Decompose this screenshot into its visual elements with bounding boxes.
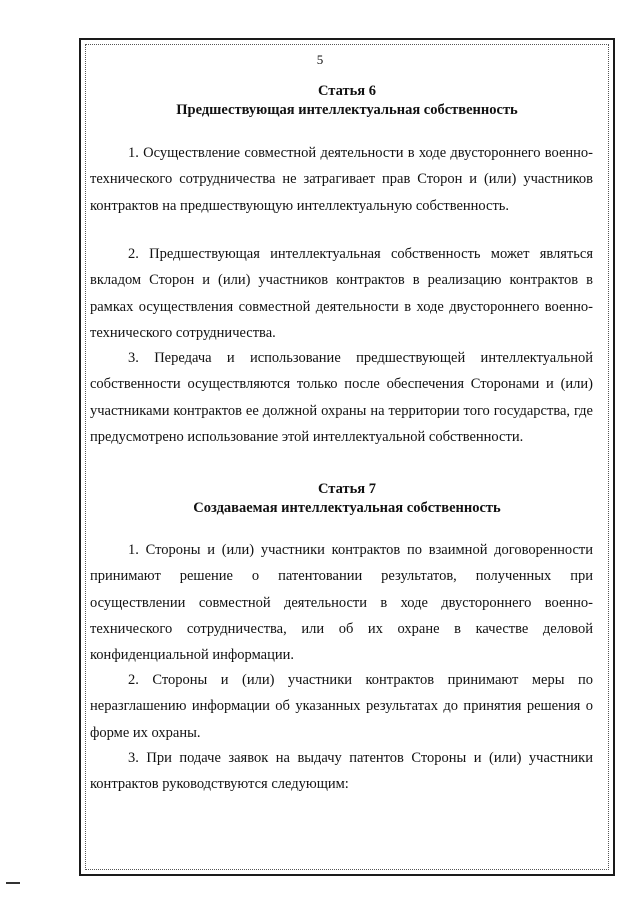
article-7-paragraph-3: 3. При подаче заявок на выдачу патентов Стороны и (или) участники контрактов руководствуются следующим: [90,750,593,793]
article-7-subtitle: Создаваемая интеллектуальная собственность [193,500,501,516]
article-6-paragraph-2: 2. Предшествующая интеллектуальная собственность может являться вкладом Сторон и (или) участников контрактов в реализацию контрактов в рамках осуществления совместной деятельности в ходе двустороннего военно-технического сотрудничества. [90,246,593,341]
article-7-paragraph-1: 1. Стороны и (или) участники контрактов по взаимной договоренности принимают решение о патентовании результатов, полученных при осуществлении совместной деятельности в ходе двустороннего военно-технического сотрудничества, или об их охране в качестве деловой конфиденциальной информации. [90,542,593,664]
article-6-paragraph-1: 1. Осуществление совместной деятельности в ходе двустороннего военно-технического сотрудничества не затрагивает прав Сторон и (или) участников контрактов на предшествующую интеллектуальную собственность. [90,145,593,214]
scan-edge-mark [6,882,20,884]
article-6-paragraph-3: 3. Передача и использование предшествующей интеллектуальной собственности осуществляются только после обеспечения Сторонами и (или) участниками контрактов ее должной охраны на территории того государства, где предусмотрено использование этой интеллектуальной собственности. [90,350,593,445]
article-7-paragraph-2: 2. Стороны и (или) участники контрактов принимают меры по неразглашению информации об указанных результатах до принятия решения о форме их охраны. [90,672,593,741]
article-6-title: Статья 6 [318,83,376,99]
article-7-title: Статья 7 [318,481,376,497]
article-6-subtitle: Предшествующая интеллектуальная собственность [176,102,518,118]
page-number: 5 [316,52,324,67]
